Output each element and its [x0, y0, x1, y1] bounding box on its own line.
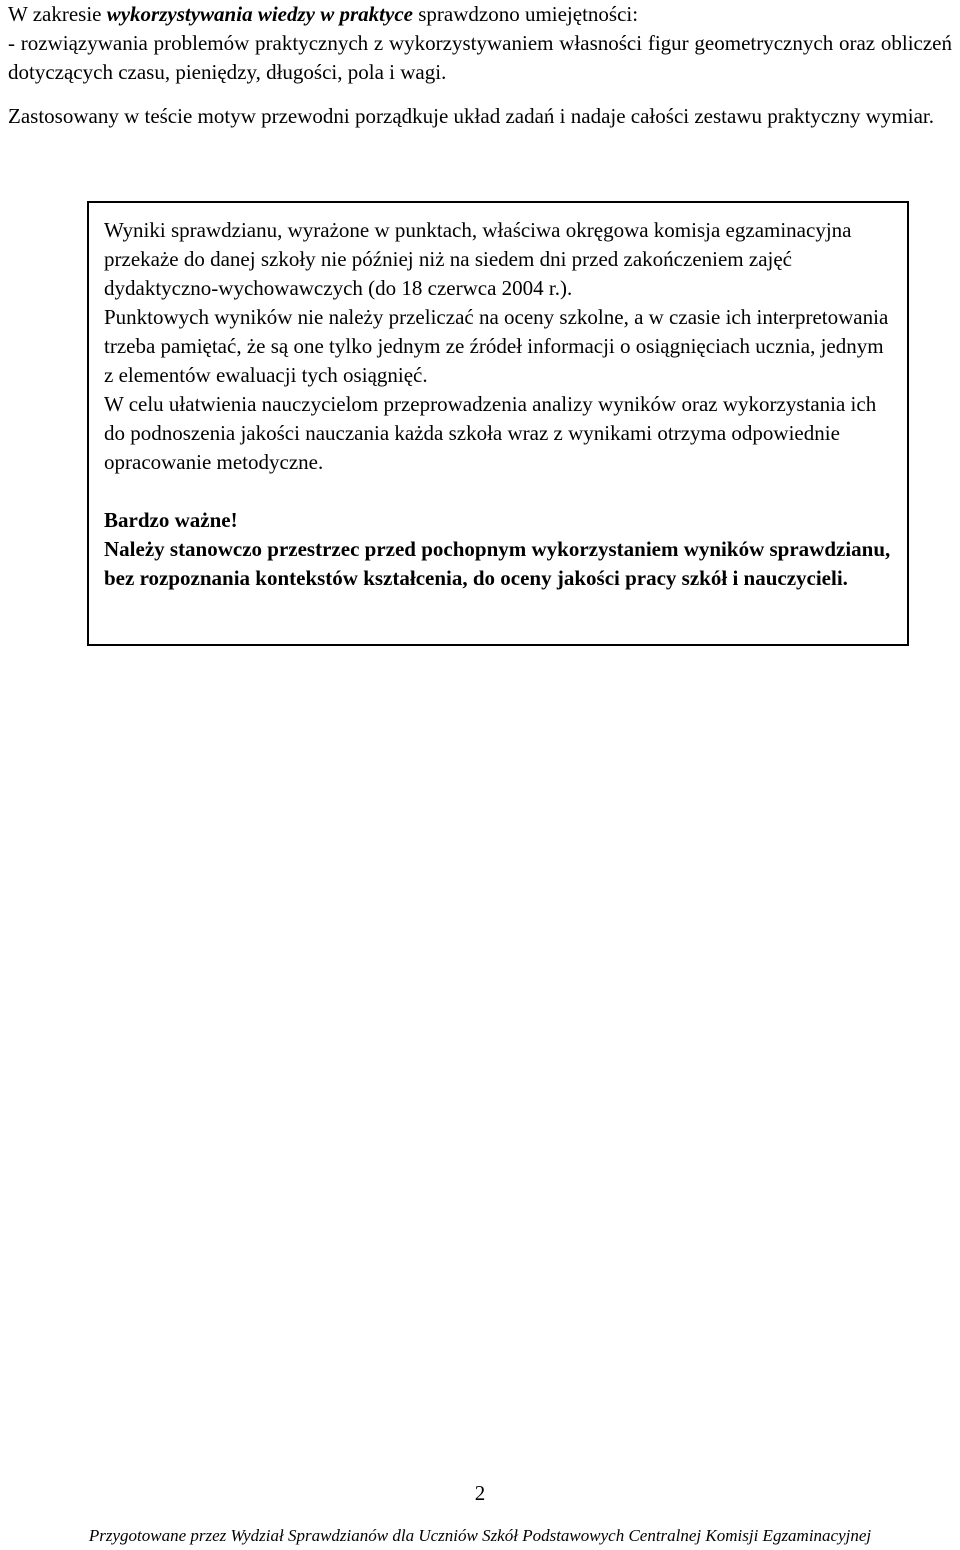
motif-paragraph: Zastosowany w teście motyw przewodni porządkuje układ zadań i nadaje całości zestawu praktyczny wymiar. [8, 104, 935, 128]
intro-emphasis: wykorzystywania wiedzy w praktyce [106, 2, 413, 26]
intro-section [8, 0, 952, 131]
page-number: 2 [474, 1481, 486, 1505]
intro-line [8, 0, 952, 29]
skill-bullet: - rozwiązywania problemów praktycznych z wykorzystywaniem własności figur geometrycznych oraz obliczeń dotyczących czasu, pieniędzy, długości, pola i wagi. [8, 31, 952, 84]
results-paragraph-interpretation: Punktowych wyników nie należy przeliczać na oceny szkolne, a w czasie ich interpretowania trzeba pamiętać, że są one tylko jednym ze źródeł informacji o osiągnięciach ucznia, jednym z elementów ewaluacji tych osiągnięć. [104, 305, 889, 387]
results-info-content [104, 216, 894, 593]
important-warning: Należy stanowczo przestrzec przed pochopnym wykorzystaniem wyników sprawdzianu, bez rozpoznania kontekstów kształcenia, do oceny jakości pracy szkół i nauczycieli. [104, 537, 891, 590]
intro-prefix: W zakresie [8, 2, 107, 26]
page-footer: Przygotowane przez Wydział Sprawdzianów dla Uczniów Szkół Podstawowych Centralnej Komisji Egzaminacyjnej [88, 1526, 872, 1545]
results-info-box [87, 201, 909, 646]
important-heading: Bardzo ważne! [104, 508, 238, 532]
results-paragraph-delivery: Wyniki sprawdzianu, wyrażone w punktach, właściwa okręgowa komisja egzaminacyjna przekaże do danej szkoły nie później niż na siedem dni przed zakończeniem zajęć dydaktyczno-wychowawczych (do 18 czerwca 2004 r.). [104, 218, 852, 300]
intro-suffix: sprawdzono umiejętności: [412, 2, 639, 26]
results-paragraph-methodology: W celu ułatwienia nauczycielom przeprowadzenia analizy wyników oraz wykorzystania ich do podnoszenia jakości nauczania każda szkoła wraz z wynikami otrzyma odpowiednie opracowanie metodyczne. [104, 392, 877, 474]
